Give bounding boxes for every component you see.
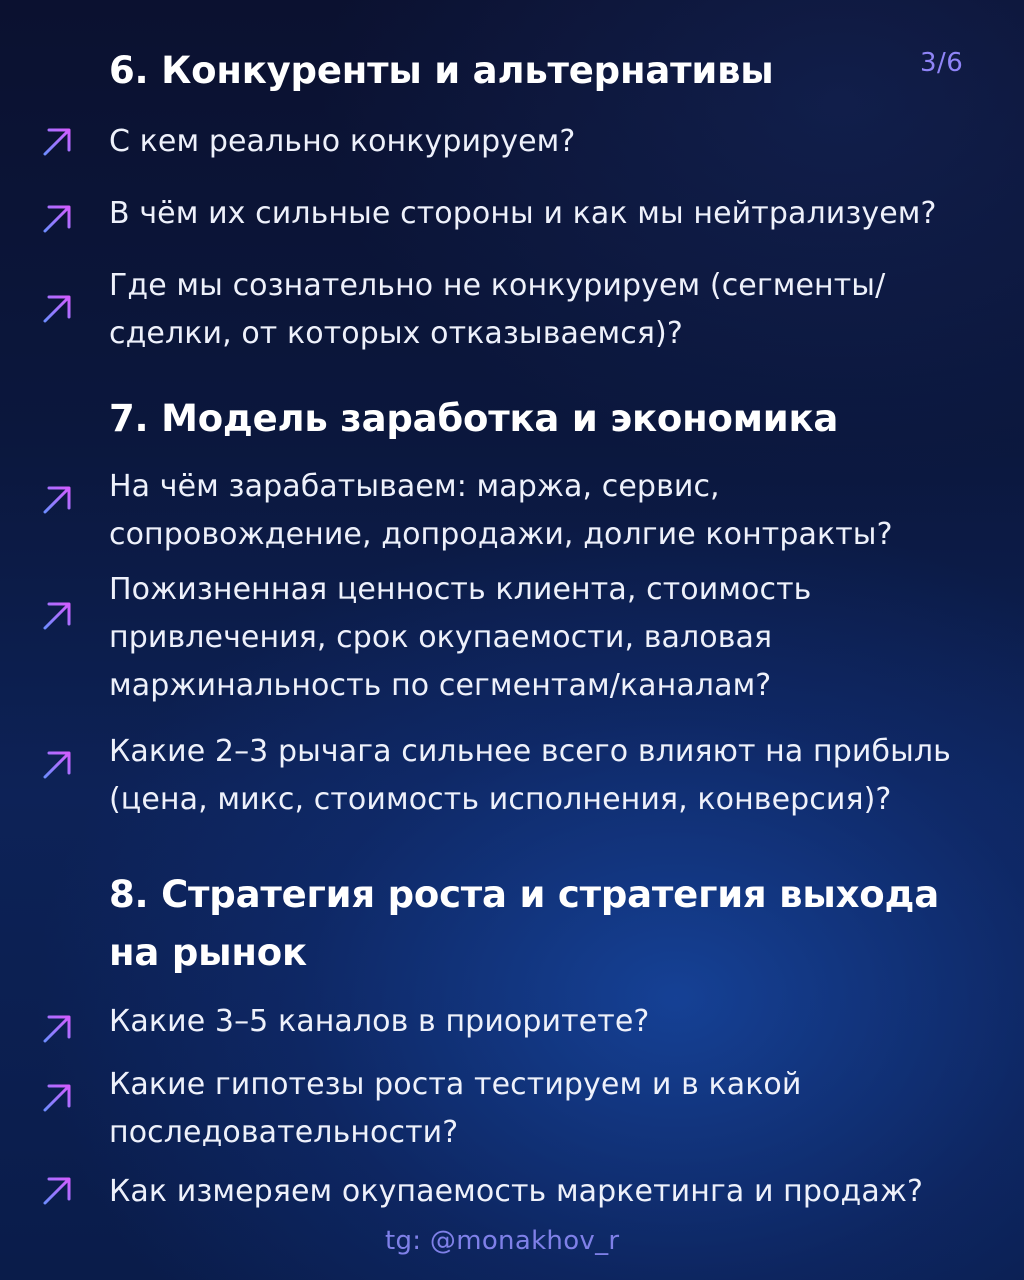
arrow-up-right-icon [40, 1081, 74, 1115]
arrow-up-right-icon [40, 292, 74, 326]
item-text-line-2: сделки, от которых отказываемся)? [109, 316, 683, 351]
item-text-line-2: последовательности? [109, 1115, 459, 1150]
item-text: Как измеряем окупаемость маркетинга и продаж? [109, 1174, 923, 1209]
item-text: В чём их сильные стороны и как мы нейтрализуем? [109, 196, 937, 231]
item-text-line-2: сопровождение, допродажи, долгие контракты? [109, 517, 893, 552]
section-8-title-line-2: на рынок [109, 931, 307, 974]
item-text-line-1: На чём зарабатываем: маржа, сервис, [109, 469, 720, 504]
section-8-title-line-1: 8. Стратегия роста и стратегия выхода [109, 873, 939, 916]
arrow-up-right-icon [40, 125, 74, 159]
arrow-up-right-icon [40, 748, 74, 782]
item-text-line-1: Какие гипотезы роста тестируем и в какой [109, 1067, 802, 1102]
arrow-up-right-icon [40, 1174, 74, 1208]
item-text: С кем реально конкурируем? [109, 124, 576, 159]
telegram-handle: tg: @monakhov_r [385, 1226, 620, 1256]
section-7-title: 7. Модель заработка и экономика [109, 397, 839, 440]
arrow-up-right-icon [40, 483, 74, 517]
item-text-line-1: Пожизненная ценность клиента, стоимость [109, 572, 812, 607]
item-text-line-3: маржинальность по сегментам/каналам? [109, 668, 772, 703]
arrow-up-right-icon [40, 202, 74, 236]
item-text: Какие 3–5 каналов в приоритете? [109, 1004, 650, 1039]
arrow-up-right-icon [40, 1012, 74, 1046]
item-text-line-1: Какие 2–3 рычага сильнее всего влияют на прибыль [109, 734, 951, 769]
item-text-line-1: Где мы сознательно не конкурируем (сегменты/ [109, 268, 886, 303]
page-counter: 3/6 [920, 48, 964, 78]
section-6-title: 6. Конкуренты и альтернативы [109, 49, 774, 92]
item-text-line-2: привлечения, срок окупаемости, валовая [109, 620, 773, 655]
item-text-line-2: (цена, микс, стоимость исполнения, конверсия)? [109, 782, 892, 817]
arrow-up-right-icon [40, 599, 74, 633]
